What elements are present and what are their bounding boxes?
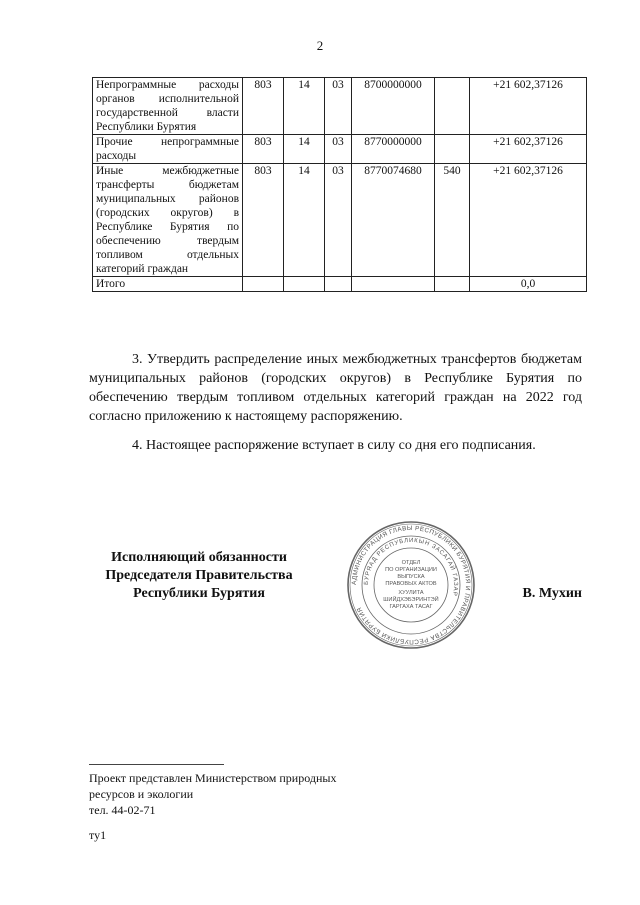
footnote-divider (89, 764, 224, 765)
signatory-title-line: Республики Бурятия (133, 586, 265, 601)
seal-center-line: ГАРГАХА ТАСАГ (389, 604, 433, 610)
row-name: Иные межбюджетные трансферты бюджетам муниципальных районов (городских округов) в Республике Бурятия по обеспечению твердым топливом отдельных категорий граждан (93, 164, 243, 277)
paragraph-4: 4. Настоящее распоряжение вступает в силу со дня его подписания. (132, 438, 536, 453)
row-csr: 8770074680 (352, 164, 435, 277)
table-row (93, 135, 587, 164)
row-rz: 14 (284, 164, 325, 277)
row-ved: 803 (243, 135, 284, 164)
row-ved: 803 (243, 78, 284, 135)
row-rz: 14 (284, 135, 325, 164)
row-sum: +21 602,37126 (470, 164, 587, 277)
row-name: Прочие непрограммные расходы (93, 135, 243, 164)
row-csr: 8770000000 (352, 135, 435, 164)
seal-center-line: ВЫПУСКА (397, 574, 425, 580)
signatory-title-line: Председателя Правительства (105, 568, 293, 583)
seal-center-line: ПО ОРГАНИЗАЦИИ (385, 567, 437, 573)
row-vr (435, 135, 470, 164)
signatory-title-line: Исполняющий обязанности (111, 550, 287, 565)
table-row (93, 78, 587, 135)
budget-table (92, 77, 587, 292)
signatory-name: В. Мухин (522, 586, 582, 601)
total-value: 0,0 (470, 277, 587, 292)
footnote-line: тел. 44-02-71 (89, 803, 156, 817)
document-code: ту1 (89, 828, 107, 842)
table-row (93, 164, 587, 277)
row-pr: 03 (325, 164, 352, 277)
footnote-line: ресурсов и экологии (89, 787, 194, 801)
seal-center-line: ПРАВОВЫХ АКТОВ (385, 581, 437, 587)
row-rz: 14 (284, 78, 325, 135)
row-sum: +21 602,37126 (470, 78, 587, 135)
page-number: 2 (316, 38, 324, 53)
footnote-line: Проект представлен Министерством природных (89, 771, 337, 785)
official-seal (346, 520, 476, 650)
total-label: Итого (93, 277, 243, 292)
footnote (89, 770, 389, 818)
table-total-row (93, 277, 587, 292)
seal-center-line: ОТДЕЛ (401, 560, 421, 566)
seal-center-line: ХУУЛИТА (398, 590, 424, 596)
row-pr: 03 (325, 78, 352, 135)
row-csr: 8700000000 (352, 78, 435, 135)
signatory-title (88, 549, 310, 603)
row-pr: 03 (325, 135, 352, 164)
seal-center-line: ШИЙДХЭБЭРИНТЭЙ (383, 597, 439, 603)
paragraph-3: 3. Утвердить распределение иных межбюджетных трансфертов бюджетам муниципальных районов (городских округов) в Республике Бурятия по обеспечению твердым топливом отдельных категорий граждан на 2022 год согласно приложению к настоящему распоряжению. (89, 352, 582, 424)
row-sum: +21 602,37126 (470, 135, 587, 164)
seal-outer-text: АДМИНИСТРАЦИЯ ГЛАВЫ РЕСПУБЛИКИ БУРЯТИЯ И ПРАВИТЕЛЬСТВА РЕСПУБЛИКИ БУРЯТИЯ (350, 524, 472, 646)
row-vr (435, 78, 470, 135)
seal-inner-text: БУРЯАД РЕСПУБЛИКЫН ЗАСАГАЙ ГАЗАР (363, 537, 459, 597)
row-name: Непрограммные расходы органов исполнительной государственной власти Республики Бурятия (93, 78, 243, 135)
row-ved: 803 (243, 164, 284, 277)
row-vr: 540 (435, 164, 470, 277)
